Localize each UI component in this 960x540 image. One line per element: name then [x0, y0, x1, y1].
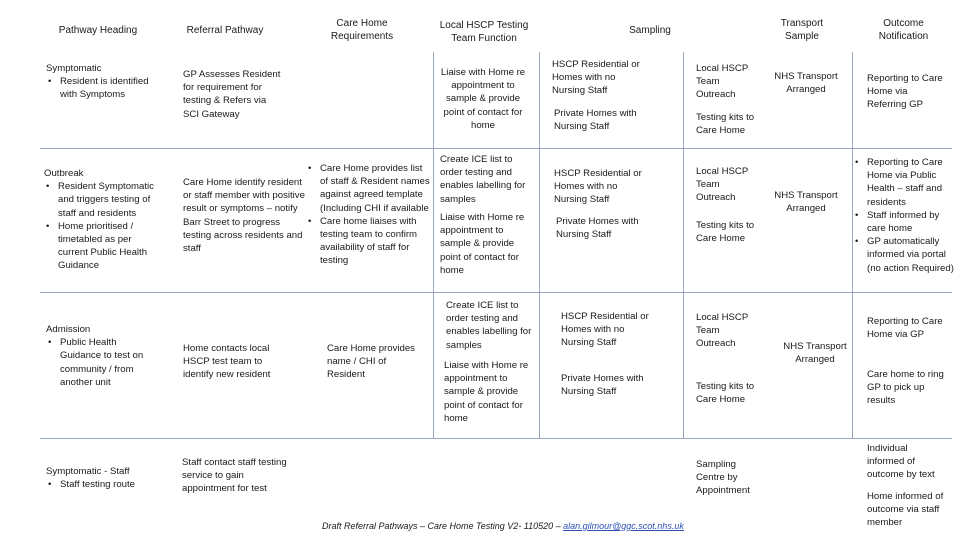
- footer-text: Draft Referral Pathways – Care Home Testing V2- 110520 –: [322, 521, 564, 531]
- row2-sampling-1: HSCP Residential or Homes with no Nursing Staff: [554, 168, 642, 206]
- row2-outcome-bullet-3: • GP automatically informed via portal (no action Required): [853, 235, 957, 275]
- header-sampling: Sampling: [629, 25, 671, 36]
- row2-pathway: [44, 167, 158, 273]
- row3-pathway-bullet: • Public Health Guidance to test on community / from another unit: [46, 336, 158, 389]
- row4-outcome-1: Individual informed of outcome by text: [867, 443, 935, 481]
- row2-hscp-function-2: Liaise with Home re appointment to sample & provide point of contact for home: [440, 212, 525, 276]
- row1-transport: NHS Transport Arranged: [774, 71, 838, 96]
- header-outcome-notification: Outcome Notification: [878, 18, 929, 42]
- row1-outcome: Reporting to Care Home via Referring GP: [867, 73, 943, 111]
- row2-pathway-title: Outbreak: [44, 168, 84, 179]
- row2-outcome-bullet-1: • Reporting to Care Home via Public Health – staff and residents: [853, 156, 957, 209]
- row2-outcome-bullet-2: • Staff informed by care home: [853, 209, 957, 235]
- header-transport-sample: Transport Sample: [780, 18, 824, 42]
- row1-hscp-function: Liaise with Home re appointment to sample & provide point of contact for home: [440, 67, 526, 131]
- row1-pathway-bullet: • Resident is identified with Symptoms: [46, 75, 158, 101]
- row1-pathway-title: Symptomatic: [46, 63, 102, 74]
- col-divider-3: [683, 52, 684, 438]
- row3-hscp-function-1: Create ICE list to order testing and enables labelling for samples: [446, 300, 532, 351]
- row2-testing-kits: Testing kits to Care Home: [696, 220, 755, 245]
- row4-pathway-title: Symptomatic - Staff: [46, 466, 130, 477]
- col-divider-2: [539, 52, 540, 438]
- row1-testing-kits: Testing kits to Care Home: [696, 112, 755, 137]
- row4-referral: Staff contact staff testing service to gain appointment for test: [182, 457, 287, 495]
- row3-pathway: [46, 323, 158, 389]
- row1-local-outreach: Local HSCP Team Outreach: [696, 63, 749, 101]
- row-divider-3: [40, 438, 952, 439]
- header-pathway-heading: Pathway Heading: [58, 25, 138, 36]
- footer-email-link[interactable]: alan.gilmour@ggc.scot.nhs.uk: [563, 521, 684, 531]
- row3-pathway-title: Admission: [46, 324, 91, 335]
- row3-outcome-2: Care home to ring GP to pick up results: [867, 369, 944, 407]
- row2-referral: Care Home identify resident or staff member with positive result or symptoms – notify Barr Street to progress testing across residents and staff: [183, 177, 305, 255]
- row2-local-outreach: Local HSCP Team Outreach: [696, 166, 749, 204]
- row3-hscp-function-2: Liaise with Home re appointment to sample & provide point of contact for home: [444, 360, 529, 424]
- row4-sampling-centre: Sampling Centre by Appointment: [696, 459, 750, 497]
- row4-outcome-2: Home informed of outcome via staff member: [867, 491, 944, 529]
- row3-sampling-2: Private Homes with Nursing Staff: [561, 373, 644, 398]
- row2-transport: NHS Transport Arranged: [774, 190, 838, 215]
- row3-testing-kits: Testing kits to Care Home: [696, 381, 755, 406]
- header-referral-pathway: Referral Pathway: [186, 25, 264, 36]
- header-care-home-requirements: Care Home Requirements: [330, 18, 394, 42]
- row3-outcome-1: Reporting to Care Home via GP: [867, 316, 943, 341]
- row3-care-home-req: Care Home provides name / CHI of Resident: [327, 343, 415, 381]
- row1-sampling-1: HSCP Residential or Homes with no Nursing Staff: [552, 59, 640, 97]
- row1-referral: GP Assesses Resident for requirement for testing & Refers via SCI Gateway: [183, 69, 281, 120]
- footer: [322, 521, 684, 531]
- col-divider-1: [433, 52, 434, 438]
- row3-local-outreach: Local HSCP Team Outreach: [696, 312, 749, 350]
- row2-care-home-bullet-1: • Care Home provides list of staff & Resident names against agreed template (Including CHI if available: [306, 162, 430, 215]
- row2-hscp-function-1: Create ICE list to order testing and enables labelling for samples: [440, 154, 526, 205]
- row4-pathway: [46, 465, 158, 491]
- row2-care-home-bullet-2: • Care home liaises with testing team to confirm availability of staff for testing: [306, 215, 430, 268]
- row2-sampling-2: Private Homes with Nursing Staff: [556, 216, 639, 241]
- row2-care-home-req: [306, 162, 430, 268]
- row2-outcome: [853, 156, 957, 275]
- row-divider-2: [40, 292, 952, 293]
- row2-pathway-bullet-1: • Resident Symptomatic and triggers testing of staff and residents: [44, 180, 158, 220]
- header-local-hscp-testing-team-function: Local HSCP Testing Team Function: [439, 20, 529, 44]
- row1-sampling-2: Private Homes with Nursing Staff: [554, 108, 637, 133]
- row1-pathway: [46, 62, 158, 102]
- row2-pathway-bullet-2: • Home prioritised / timetabled as per current Public Health Guidance: [44, 220, 158, 273]
- row-divider-1: [40, 148, 952, 149]
- row3-sampling-1: HSCP Residential or Homes with no Nursing Staff: [561, 311, 649, 349]
- row3-transport: NHS Transport Arranged: [783, 341, 847, 366]
- row3-referral: Home contacts local HSCP test team to identify new resident: [183, 343, 271, 381]
- row4-pathway-bullet: • Staff testing route: [46, 478, 158, 491]
